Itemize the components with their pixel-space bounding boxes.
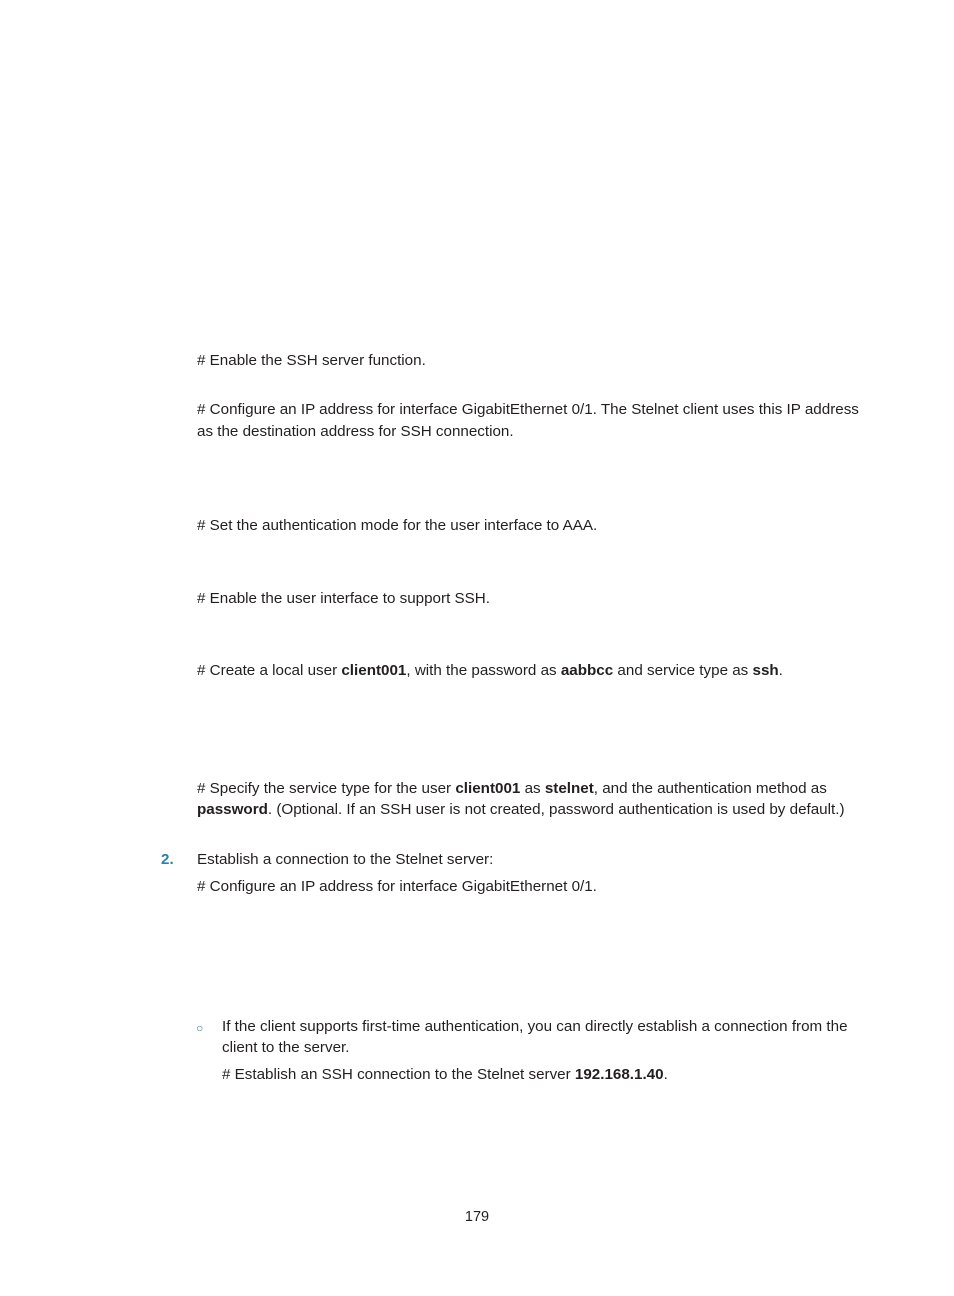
comment-configure-ip-line2: as the destination address for SSH connection. xyxy=(197,423,514,440)
comment-establish-ssh xyxy=(222,1064,668,1086)
comment-service-type-line1 xyxy=(197,778,827,800)
text-span: # Establish an SSH connection to the Stelnet server xyxy=(222,1066,575,1083)
step-number-2: 2. xyxy=(161,851,174,868)
ip-address-bold: 192.168.1.40 xyxy=(574,1066,664,1083)
password-bold: password xyxy=(197,801,268,818)
comment-enable-ssh-ui: # Enable the user interface to support SSH. xyxy=(197,590,490,607)
text-span: . xyxy=(663,1066,668,1083)
comment-enable-ssh-server: # Enable the SSH server function. xyxy=(197,352,426,369)
comment-configure-ip-line1: # Configure an IP address for interface GigabitEthernet 0/1. The Stelnet client uses this IP address xyxy=(197,401,859,418)
text-span: # Specify the service type for the user xyxy=(197,780,456,797)
text-span: , with the password as xyxy=(406,662,561,679)
password-bold: aabbcc xyxy=(560,662,614,679)
step-2-text: Establish a connection to the Stelnet server: xyxy=(197,851,494,868)
text-span: . (Optional. If an SSH user is not created, password authentication is used by default.) xyxy=(267,801,845,818)
stelnet-bold: stelnet xyxy=(544,780,594,797)
comment-service-type-line2 xyxy=(197,799,845,821)
comment-create-local-user xyxy=(197,660,783,682)
username-bold: client001 xyxy=(455,780,521,797)
text-span: and service type as xyxy=(613,662,753,679)
text-span: . xyxy=(778,662,783,679)
text-span: as xyxy=(520,780,545,797)
comment-auth-mode: # Set the authentication mode for the user interface to AAA. xyxy=(197,517,598,534)
bullet-circle-icon: ○ xyxy=(196,1021,204,1035)
text-span: , and the authentication method as xyxy=(593,780,827,797)
service-type-bold: ssh xyxy=(752,662,779,679)
username-bold: client001 xyxy=(341,662,407,679)
text-span: # Create a local user xyxy=(197,662,342,679)
page-number: 179 xyxy=(464,1209,490,1225)
comment-configure-ip-client: # Configure an IP address for interface GigabitEthernet 0/1. xyxy=(197,878,597,895)
bullet-text-line1: If the client supports first-time authentication, you can directly establish a connection from the xyxy=(222,1018,848,1035)
bullet-text-line2: client to the server. xyxy=(222,1039,350,1056)
